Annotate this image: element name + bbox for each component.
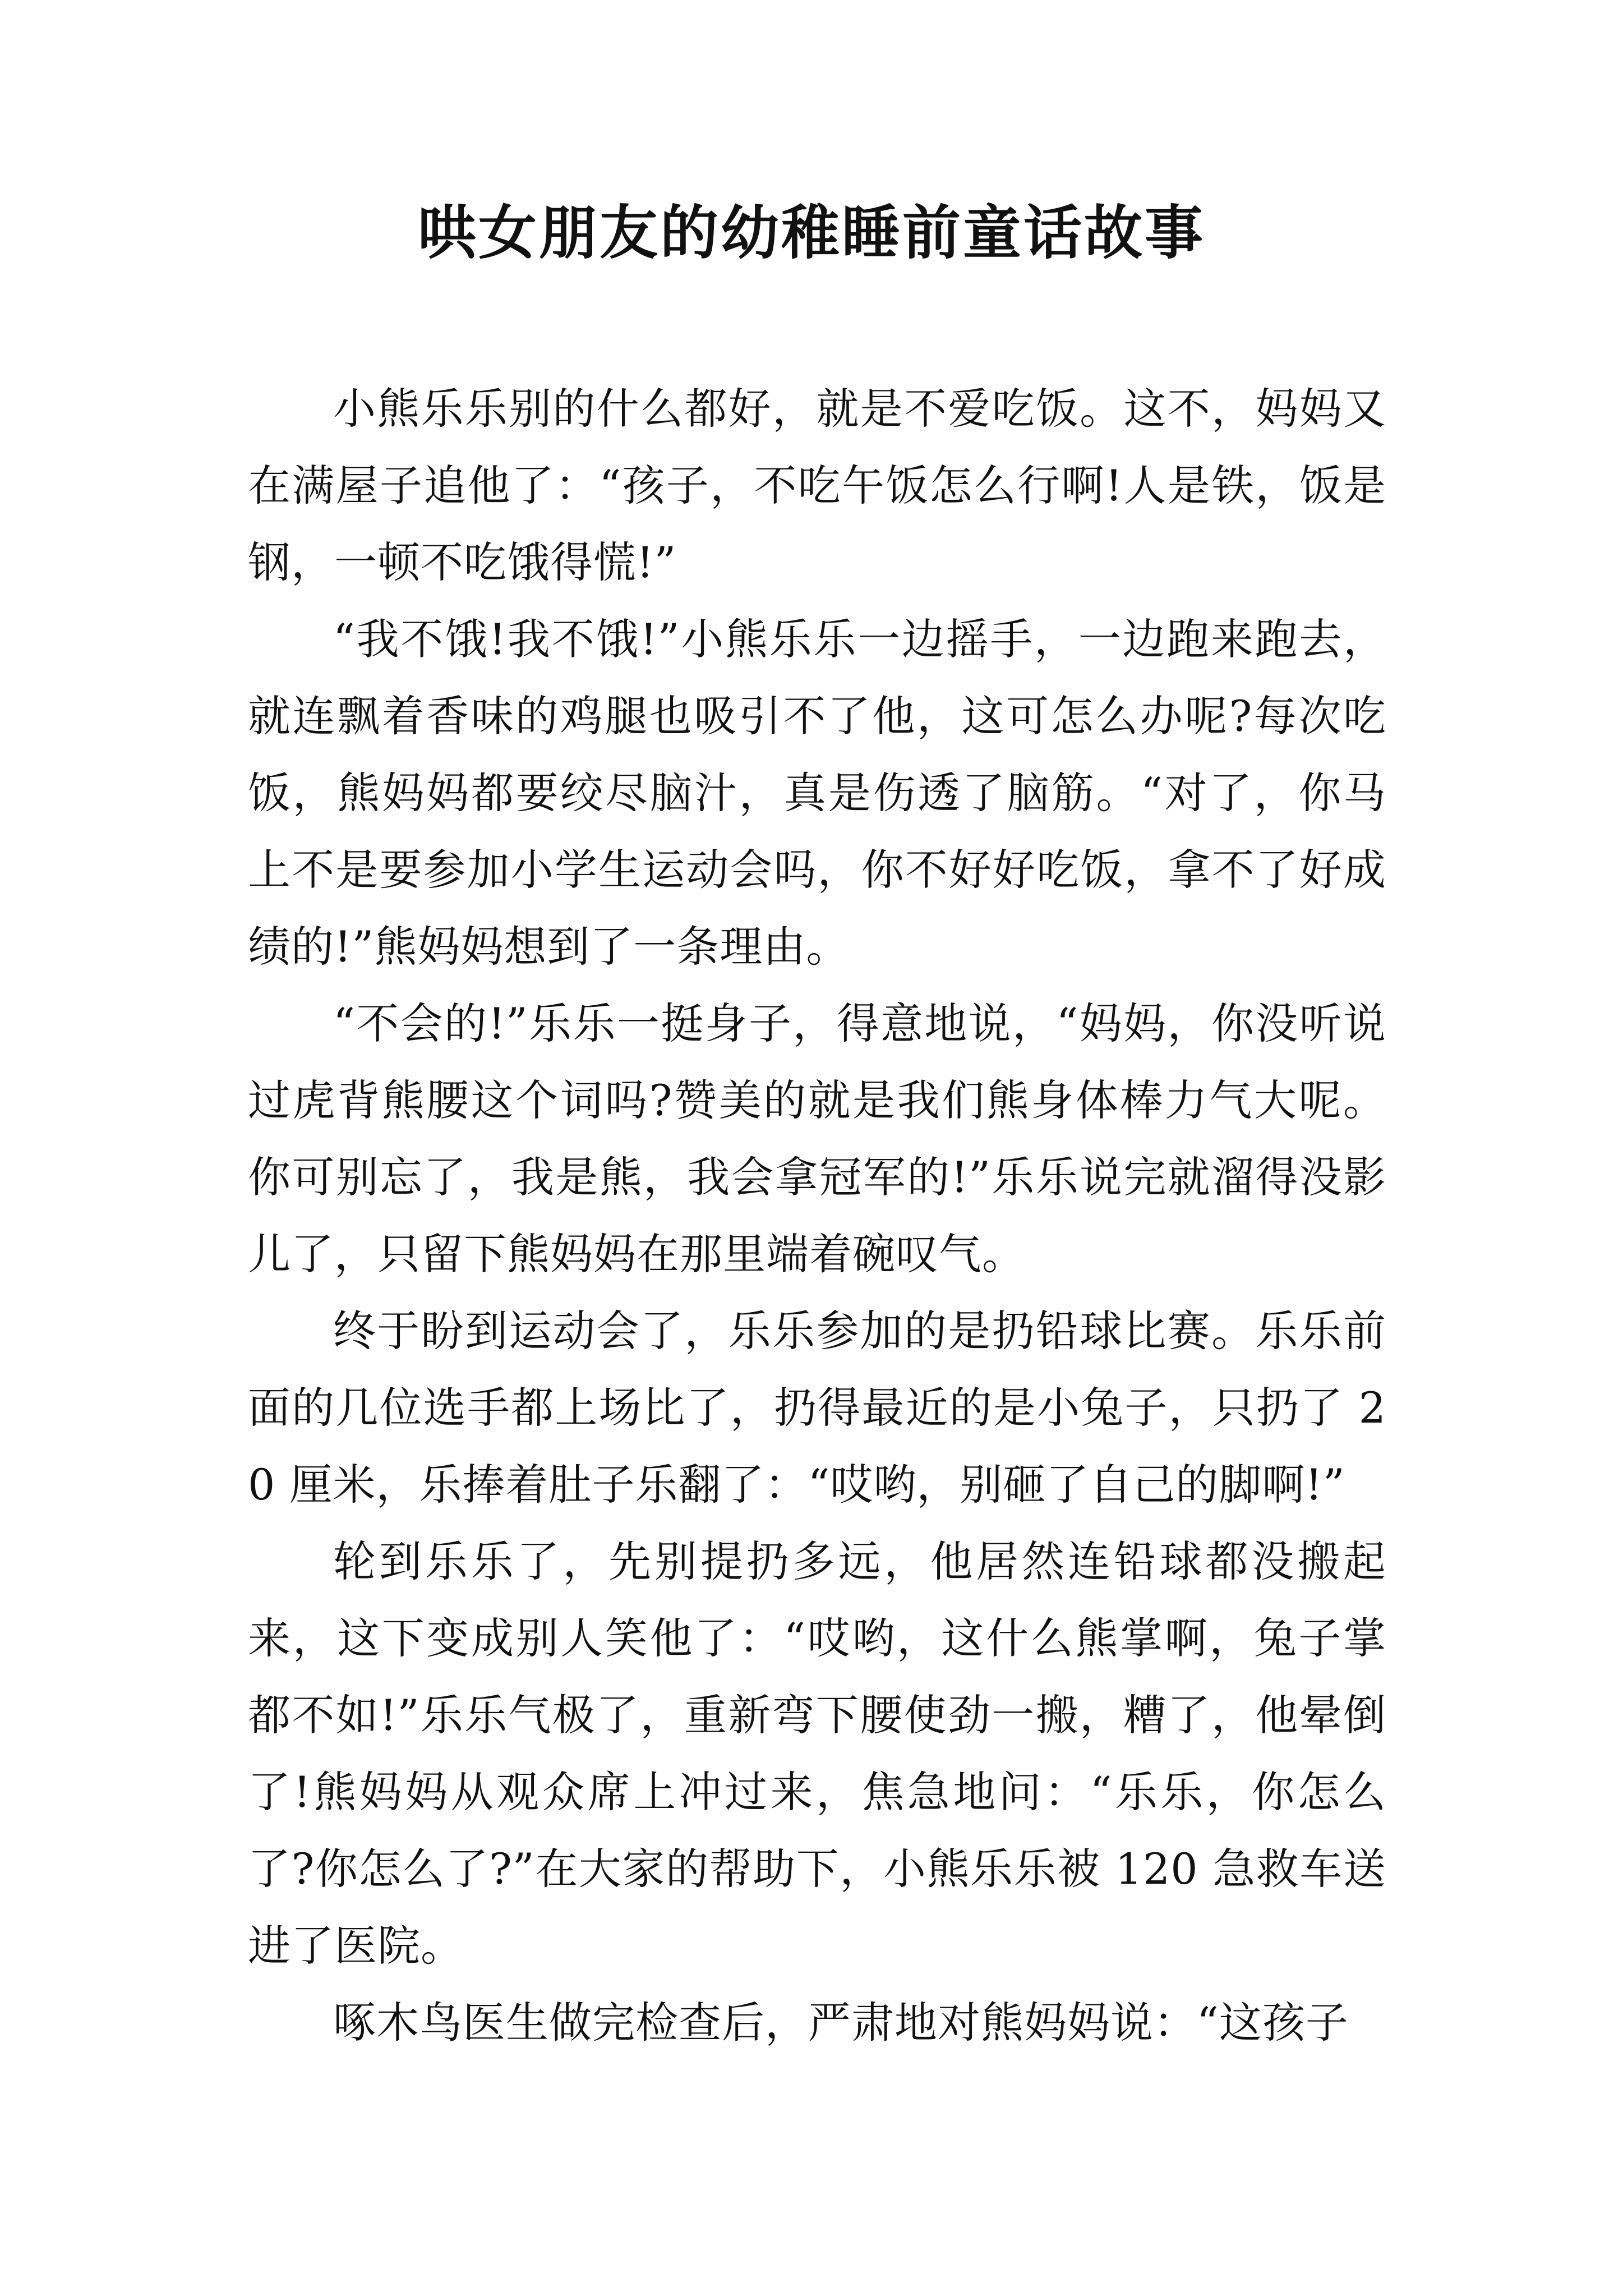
paragraph-4: 终于盼到运动会了，乐乐参加的是扔铅球比赛。乐乐前面的几位选手都上场比了，扔得最近的是小兔子，只扔了 20 厘米，乐捧着肚子乐翻了：“哎哟，别砸了自己的脚啊!” <box>248 1306 1386 1510</box>
paragraph-6: 啄木鸟医生做完检查后，严肃地对熊妈妈说：“这孩子 <box>333 1998 1349 2047</box>
paragraph-5: 轮到乐乐了，先别提扔多远，他居然连铅球都没搬起来，这下变成别人笑他了：“哎哟，这什么熊掌啊，兔子掌都不如!”乐乐气极了，重新弯下腰使劲一搬，糟了，他晕倒了!熊妈妈从观众席上冲过来，焦急地问：“乐乐，你怎么了?你怎么了?”在大家的帮助下，小熊乐乐被 120 急救车送进了医院。 <box>248 1536 1386 1971</box>
paragraph-2: “我不饿!我不饿!”小熊乐乐一边摇手，一边跑来跑去，就连飘着香味的鸡腿也吸引不了他，这可怎么办呢?每次吃饭，熊妈妈都要绞尽脑汁，真是伤透了脑筋。“对了，你马上不是要参加小学生运动会吗，你不好好吃饭，拿不了好成绩的!”熊妈妈想到了一条理由。 <box>248 614 1386 972</box>
document-title: 哄女朋友的幼稚睡前童话故事 <box>417 198 1205 267</box>
paragraph-3: “不会的!”乐乐一挺身子，得意地说，“妈妈，你没听说过虎背熊腰这个词吗?赞美的就是我们熊身体棒力气大呢。你可别忘了，我是熊，我会拿冠军的!”乐乐说完就溜得没影儿了，只留下熊妈妈在那里端着碗叹气。 <box>248 999 1386 1279</box>
paragraph-1: 小熊乐乐别的什么都好，就是不爱吃饭。这不，妈妈又在满屋子追他了：“孩子，不吃午饭怎么行啊!人是铁，饭是钢，一顿不吃饿得慌!” <box>248 384 1386 587</box>
document-body <box>248 370 1386 2061</box>
